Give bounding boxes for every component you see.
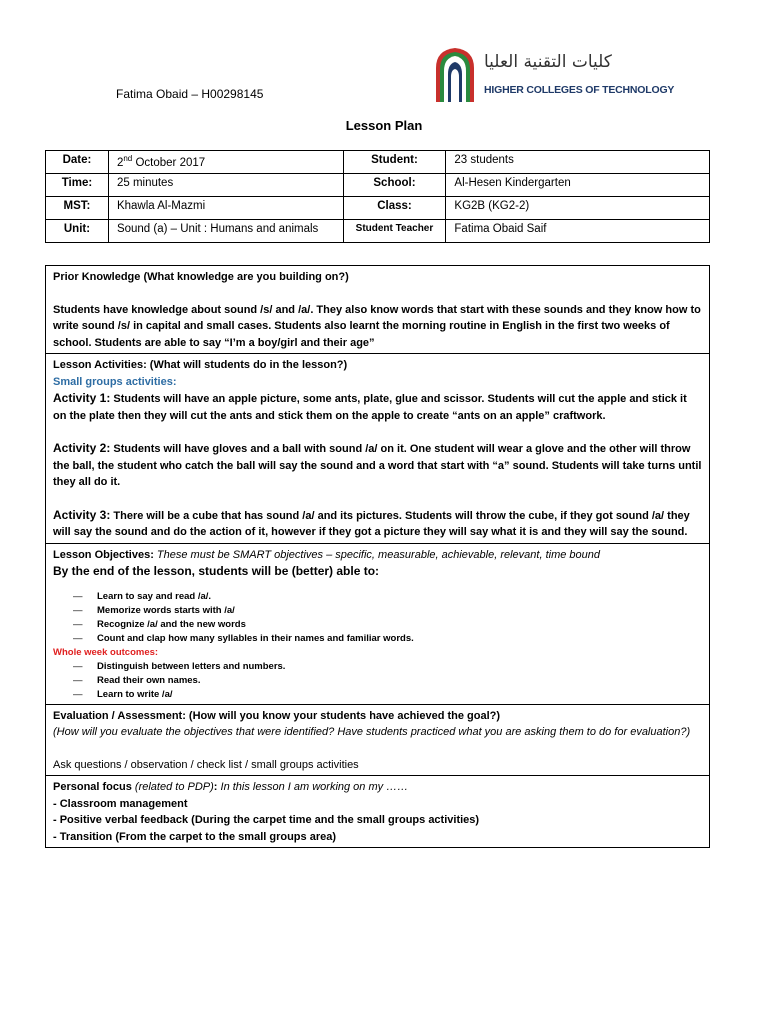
objectives-intro: By the end of the lesson, students will be (better) able to: — [53, 564, 380, 578]
prior-knowledge-section — [46, 266, 709, 353]
list-item: — Count and clap how many syllables in their names and familiar words. — [53, 632, 702, 646]
small-groups-label: Small groups activities: — [53, 375, 177, 388]
student-teacher-label: Student Teacher — [343, 220, 446, 243]
list-item: — Learn to write /a/ — [53, 688, 702, 702]
lesson-info-table — [45, 150, 710, 243]
unit-value: Sound (a) – Unit : Humans and animals — [108, 220, 343, 243]
list-item: - Classroom management — [53, 797, 188, 810]
lesson-objectives-section — [46, 543, 709, 704]
info-row — [46, 151, 710, 174]
logo-arabic-text: كليات التقنية العليا — [484, 52, 612, 72]
logo-english-text: HIGHER COLLEGES OF TECHNOLOGY — [484, 84, 675, 96]
info-row — [46, 174, 710, 197]
evaluation-text: Ask questions / observation / check list / small groups activities — [53, 758, 359, 771]
objectives-list — [53, 590, 702, 646]
author-line: Fatima Obaid – H00298145 — [116, 87, 264, 101]
student-value: 23 students — [446, 151, 710, 174]
hct-emblem-icon — [432, 44, 478, 104]
lesson-plan-body — [45, 265, 710, 848]
page-title: Lesson Plan — [345, 118, 423, 133]
info-row — [46, 220, 710, 243]
info-row — [46, 197, 710, 220]
student-label: Student: — [343, 151, 446, 174]
class-value: KG2B (KG2-2) — [446, 197, 710, 220]
evaluation-section — [46, 704, 709, 776]
evaluation-heading: Evaluation / Assessment: (How will you know your students have achieved the goal?) — [53, 709, 501, 722]
list-item: — Memorize words starts with /a/ — [53, 604, 702, 618]
list-item: — Learn to say and read /a/. — [53, 590, 702, 604]
activity-2: Activity 2: Students will have gloves and a ball with sound /a/ on it. One student will wear a glove and the other will throw the ball, the student who catch the ball will say the sound and a word that start with “a” sound. Students will take turns until they all do it. — [53, 441, 702, 488]
school-value: Al-Hesen Kindergarten — [446, 174, 710, 197]
mst-label: MST: — [46, 197, 109, 220]
prior-knowledge-text: Students have knowledge about sound /s/ and /a/. They also know words that start with these sounds and they know how to write sound /s/ in capital and small cases. Students also learnt the morning routine in English in the first two weeks of school. Students are able to say “I’m a boy/girl and their age” — [53, 303, 701, 349]
lesson-activities-section — [46, 353, 709, 543]
list-item: — Read their own names. — [53, 674, 702, 688]
whole-week-outcomes-label: Whole week outcomes: — [53, 646, 159, 658]
mst-value: Khawla Al-Mazmi — [108, 197, 343, 220]
list-item: — Recognize /a/ and the new words — [53, 618, 702, 632]
school-label: School: — [343, 174, 446, 197]
prior-knowledge-heading: Prior Knowledge (What knowledge are you building on?) — [53, 271, 349, 283]
evaluation-prompt: (How will you evaluate the objectives that were identified? Have students practiced what you are asking them to do for evaluation?) — [53, 726, 691, 738]
week-outcomes-list — [53, 660, 702, 702]
unit-label: Unit: — [46, 220, 109, 243]
activity-3: Activity 3: There will be a cube that has sound /a/ and its pictures. Students will throw the cube, if they got sound /a/ they will say the sound and do the action of it, however if they got a picture they will say what it is and they will say the sound. — [53, 507, 690, 538]
date-label: Date: — [46, 151, 109, 174]
date-value: 2nd October 2017 — [108, 151, 343, 174]
lesson-activities-heading: Lesson Activities: (What will students do in the lesson?) — [53, 359, 348, 371]
time-label: Time: — [46, 174, 109, 197]
personal-focus-section — [46, 775, 709, 847]
list-item: — Distinguish between letters and numbers. — [53, 660, 702, 674]
list-item: - Positive verbal feedback (During the carpet time and the small groups activities) — [53, 814, 480, 826]
activity-1: Activity 1: Students will have an apple picture, some ants, plate, glue and scissor. Students will cut the apple and stick it on the plate then they will cut the ants and stick them on the apple to create “ants on an apple” craftwork. — [53, 391, 687, 422]
lesson-objectives-heading: Lesson Objectives: These must be SMART objectives – specific, measurable, achievable, relevant, time bound — [53, 548, 601, 561]
list-item: - Transition (From the carpet to the small groups area) — [53, 830, 336, 843]
class-label: Class: — [343, 197, 446, 220]
hct-logo — [432, 44, 675, 104]
personal-focus-heading: Personal focus (related to PDP): In this lesson I am working on my …… — [53, 781, 409, 793]
student-teacher-value: Fatima Obaid Saif — [446, 220, 710, 243]
time-value: 25 minutes — [108, 174, 343, 197]
